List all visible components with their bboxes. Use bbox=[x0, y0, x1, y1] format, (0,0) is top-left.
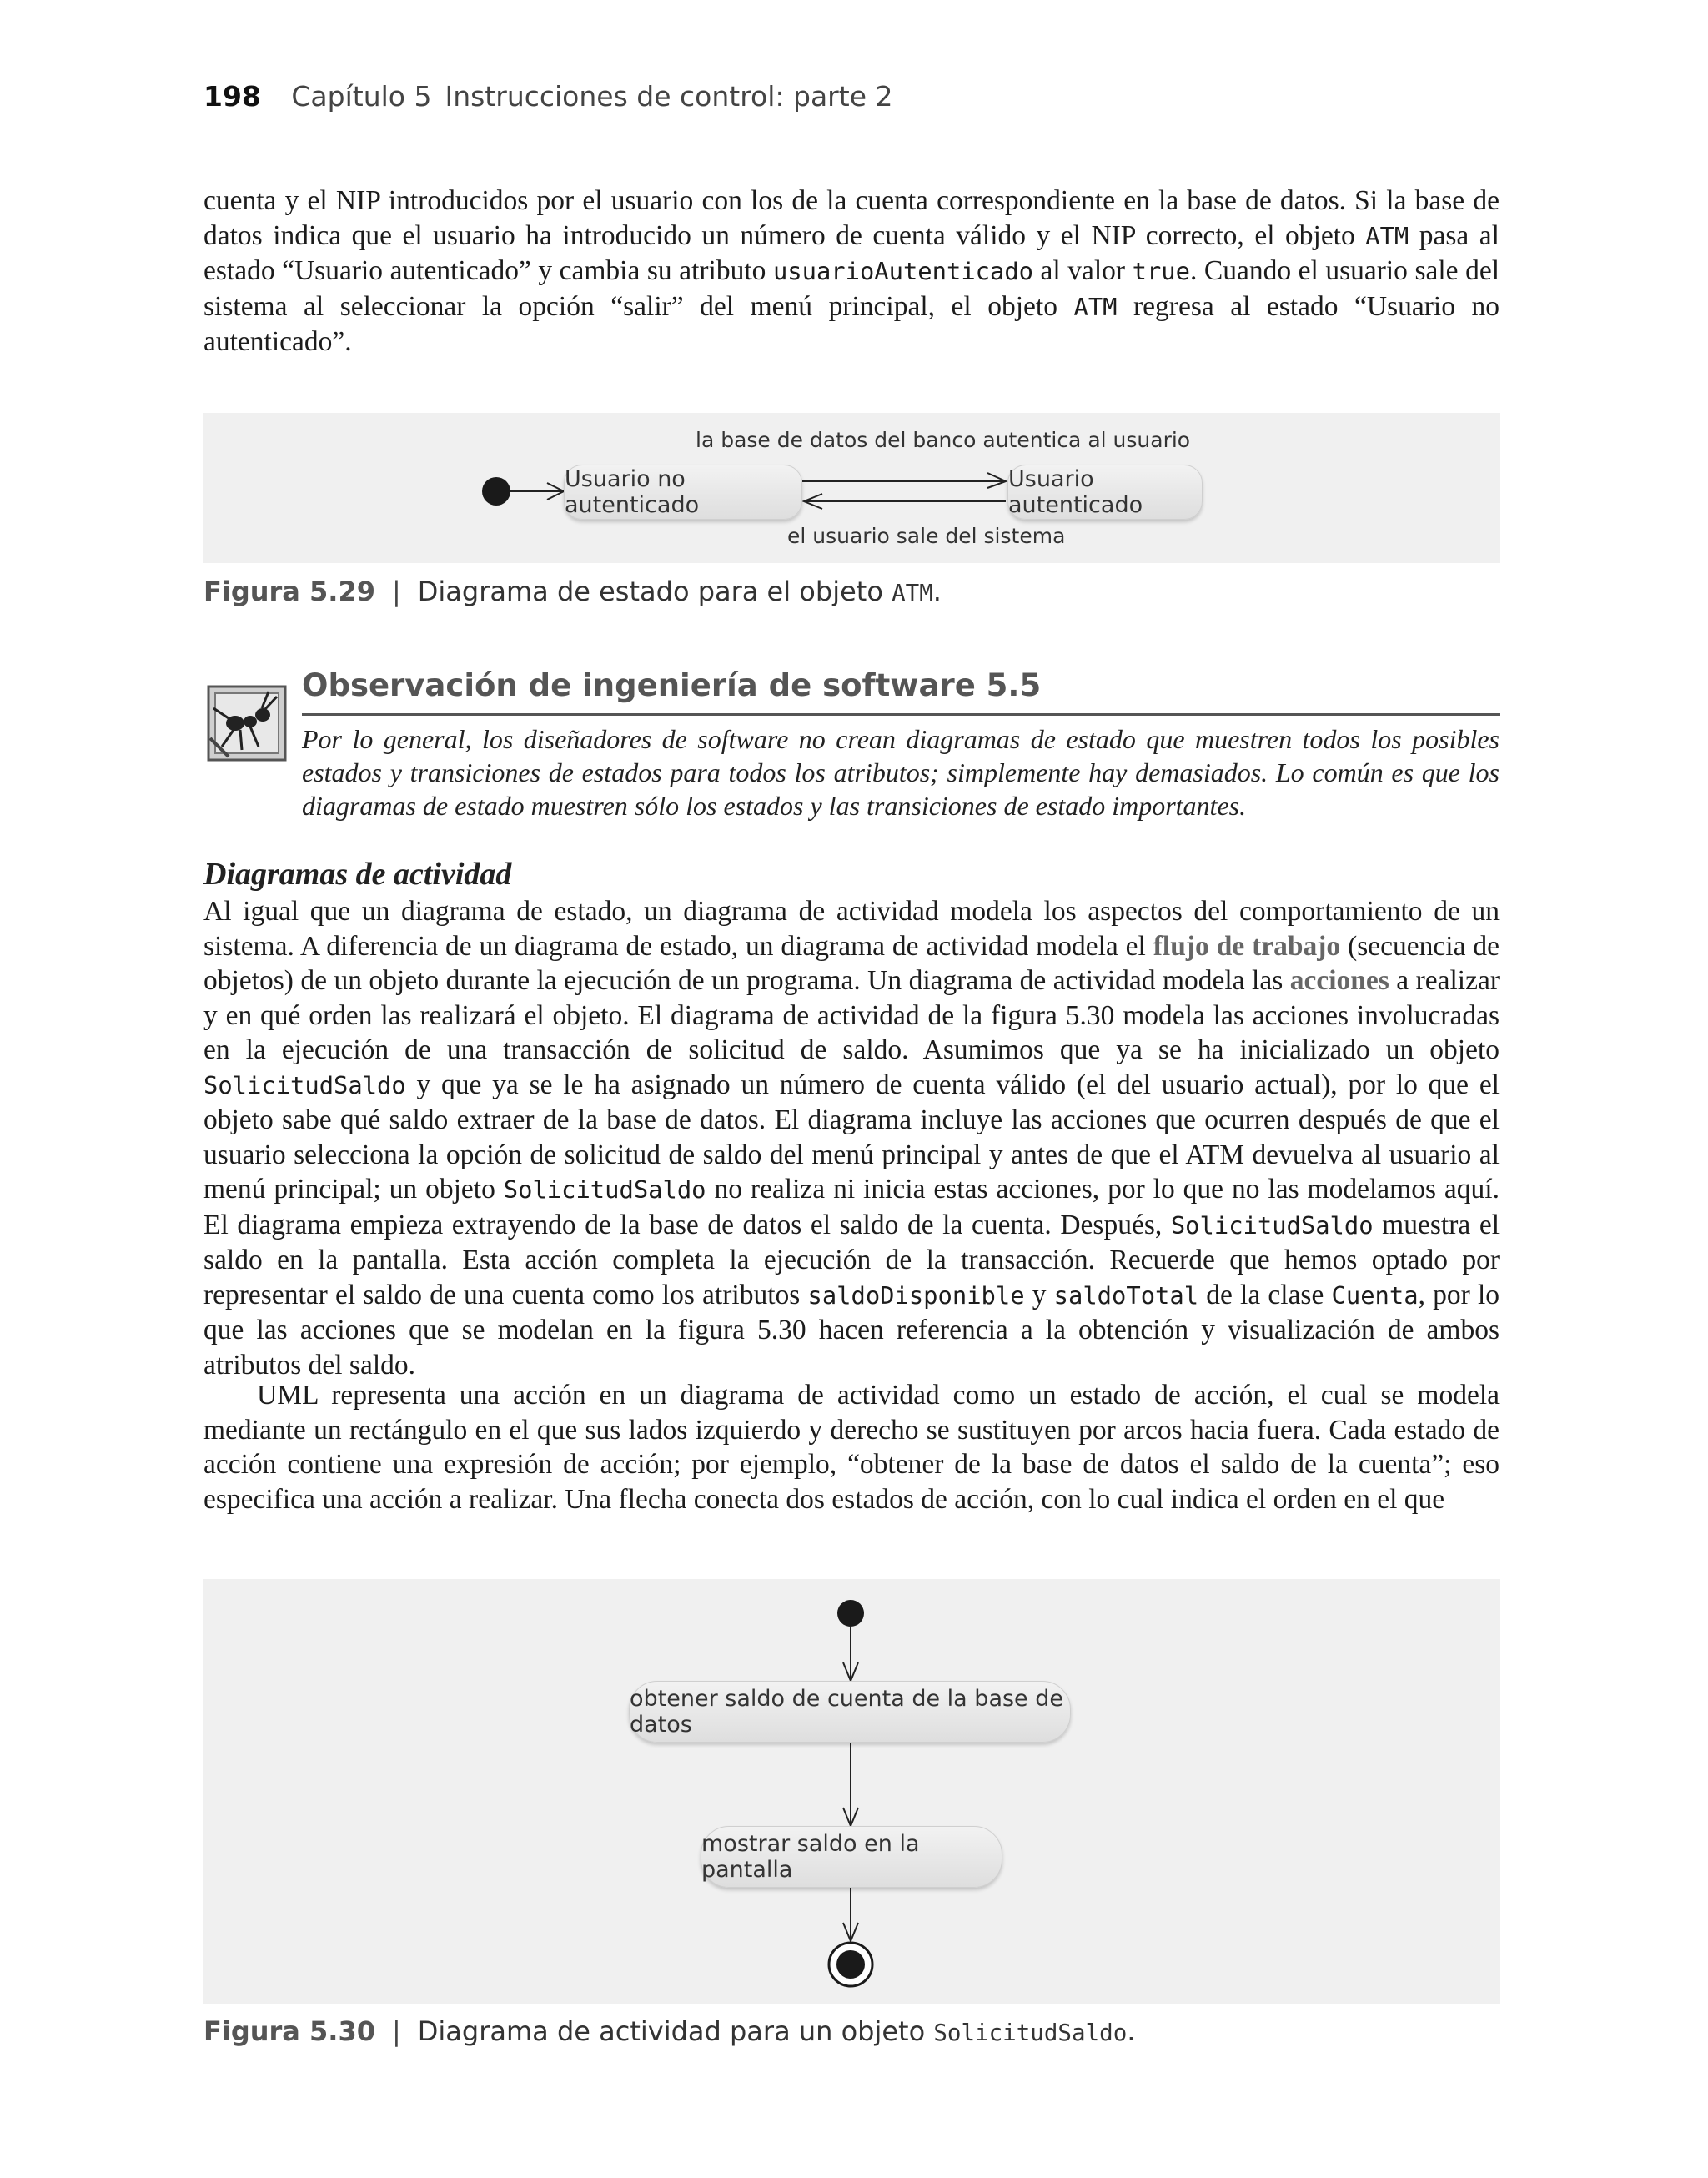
transition-label-logout: el usuario sale del sistema bbox=[787, 524, 1066, 548]
observation-rule bbox=[302, 713, 1500, 716]
action-state-obtener-saldo: obtener saldo de cuenta de la base de datos bbox=[629, 1681, 1071, 1743]
section-heading: Diagramas de actividad bbox=[203, 857, 512, 892]
figure-caption: Figura 5.30 | Diagrama de actividad para un objeto SolicitudSaldo. bbox=[203, 2015, 1136, 2047]
figure-label: Figura 5.30 bbox=[203, 2015, 375, 2047]
code-saldo-total: saldoTotal bbox=[1053, 1280, 1199, 1310]
observation-title: Observación de ingeniería de software 5.5 bbox=[302, 667, 1042, 703]
action-state-mostrar-saldo: mostrar saldo en la pantalla bbox=[701, 1826, 1002, 1888]
ant-software-engineering-icon bbox=[203, 680, 290, 767]
intro-paragraph: cuenta y el NIP introducidos por el usuario con los de la cuenta correspondiente en la base de datos. Si la base de datos indica que el usuario ha introducido un número de cuenta válido y el NIP correcto, el objeto ATM pasa al estado “Usuario autenticado” y cambia su atributo usuarioAutenticado al valor true. Cuando el usuario sale del sistema al seleccionar la opción “salir” del menú principal, el objeto ATM regresa al estado “Usuario no autenticado”. bbox=[203, 185, 1500, 357]
code-true: true bbox=[1132, 257, 1190, 285]
code-atm: ATM bbox=[1365, 221, 1409, 250]
code-atm: ATM bbox=[892, 580, 933, 606]
initial-node bbox=[837, 1600, 864, 1627]
chapter-number: Capítulo 5 bbox=[291, 80, 432, 113]
activity-paragraph-2: UML representa una acción en un diagrama de actividad como un estado de acción, el cual se modela mediante un rectángulo en el que sus lados izquierdo y derecho se sustituyen por arcos hacia fuera. Cada estado de acción contiene una expresión de acción; por ejemplo, “obtener de la base de datos el saldo de la cuenta”; eso especifica una acción a realizar. Una flecha conecta dos estados de acción, con lo cual indica el orden en el que bbox=[203, 1380, 1500, 1515]
chapter-title: Instrucciones de control: parte 2 bbox=[445, 80, 893, 113]
activity-diagram-figure bbox=[203, 1579, 1500, 2004]
running-header bbox=[203, 80, 892, 113]
figure-caption: Figura 5.29 | Diagrama de estado para el objeto ATM. bbox=[203, 576, 942, 607]
state-usuario-autenticado: Usuario autenticado bbox=[1007, 465, 1203, 520]
keyword-workflow: flujo de trabajo bbox=[1153, 930, 1341, 962]
state-usuario-no-autenticado: Usuario no autenticado bbox=[564, 465, 802, 520]
observation-body: Por lo general, los diseñadores de software no crean diagramas de estado que muestren todos los posibles estados y transiciones de estados para todos los atributos; simplemente hay demasiados. Lo común es que los diagramas de estado muestren sólo los estados y las transiciones de estado importantes. bbox=[302, 724, 1500, 821]
code-solicitud-saldo: SolicitudSaldo bbox=[503, 1175, 706, 1204]
code-solicitud-saldo: SolicitudSaldo bbox=[933, 2020, 1128, 2046]
activity-paragraph-1: Al igual que un diagrama de estado, un diagrama de actividad modela los aspectos del comportamiento de un sistema. A diferencia de un diagrama de estado, un diagrama de actividad modela el flujo de trabajo (secuencia de objetos) de un objeto durante la ejecución de un programa. Un diagrama de actividad modela las acciones a realizar y en qué orden las realizará el objeto. El diagrama de actividad de la figura 5.30 modela las acciones involucradas en la ejecución de una transacción de solicitud de saldo. Asumimos que ya se ha inicializado un objeto SolicitudSaldo y que ya se le ha asignado un número de cuenta válido (el del usuario actual), por lo que el objeto sabe qué saldo extraer de la base de datos. El diagrama incluye las acciones que ocurren después de que el usuario selecciona la opción de solicitud de saldo del menú principal y antes de que el ATM devuelva al usuario al menú principal; un objeto SolicitudSaldo no realiza ni inicia estas acciones, por lo que no las modelamos aquí. El diagrama empieza extrayendo de la base de datos el saldo de la cuenta. Después, SolicitudSaldo muestra el saldo en la pantalla. Esta acción completa la ejecución de la transacción. Recuerde que hemos optado por representar el saldo de una cuenta como los atributos saldoDisponible y saldoTotal de la clase Cuenta, por lo que las acciones que se modelan en la figura 5.30 hacen referencia a la obtención y visualización de ambos atributos del saldo. bbox=[203, 896, 1500, 1381]
initial-state-node bbox=[482, 477, 510, 506]
code-solicitud-saldo: SolicitudSaldo bbox=[1170, 1210, 1374, 1240]
code-saldo-disponible: saldoDisponible bbox=[807, 1280, 1025, 1310]
code-cuenta: Cuenta bbox=[1331, 1280, 1419, 1310]
transition-label-authenticate: la base de datos del banco autentica al usuario bbox=[696, 428, 1191, 452]
code-usuario-autenticado: usuarioAutenticado bbox=[772, 257, 1034, 285]
code-solicitud-saldo: SolicitudSaldo bbox=[203, 1070, 406, 1099]
figure-label: Figura 5.29 bbox=[203, 576, 375, 607]
page-number: 198 bbox=[203, 80, 261, 113]
state-diagram-figure bbox=[203, 413, 1500, 563]
code-atm: ATM bbox=[1073, 292, 1118, 321]
activity-flow-svg bbox=[203, 1579, 1500, 2004]
keyword-actions: acciones bbox=[1289, 965, 1389, 996]
